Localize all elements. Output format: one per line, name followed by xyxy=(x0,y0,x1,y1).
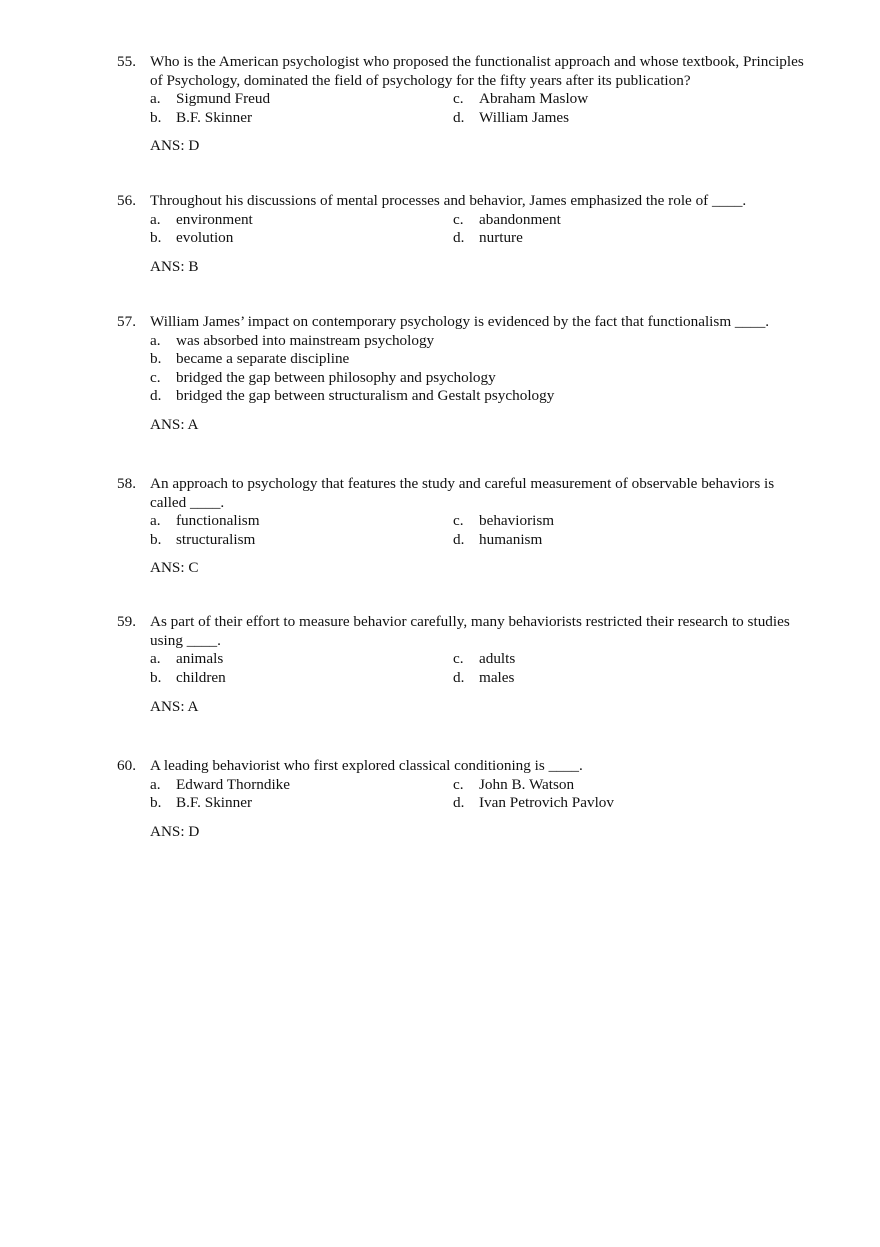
options-list xyxy=(150,512,807,549)
option-c: c. John B. Watson xyxy=(453,775,575,793)
option-a: a. Edward Thorndike xyxy=(150,775,291,793)
question-text: A leading behaviorist who first explored classical conditioning is ____. xyxy=(150,757,583,774)
option-text: bridged the gap between structuralism and Gestalt psychology xyxy=(176,387,555,404)
option-text: humanism xyxy=(479,530,543,548)
question-text: As part of their effort to measure behavior carefully, many behaviorists restricted their research to studies using ____. xyxy=(150,613,790,649)
option-text: animals xyxy=(176,650,224,667)
question-59 xyxy=(117,613,807,715)
answer-key: ANS: C xyxy=(150,559,199,576)
option-text: John B. Watson xyxy=(479,775,575,793)
answer-key: ANS: B xyxy=(150,258,199,275)
option-a: a. was absorbed into mainstream psychology xyxy=(150,331,435,349)
option-text: functionalism xyxy=(176,512,260,529)
option-text: Sigmund Freud xyxy=(176,90,271,107)
option-b: b. evolution xyxy=(150,229,234,246)
question-58 xyxy=(117,475,807,576)
question-text: Throughout his discussions of mental processes and behavior, James emphasized the role of ____. xyxy=(150,192,747,209)
option-c: c. behaviorism xyxy=(453,512,555,529)
option-text: adults xyxy=(479,650,516,667)
option-b: b. children xyxy=(150,668,226,686)
option-text: bridged the gap between philosophy and psychology xyxy=(176,368,496,386)
option-text: Abraham Maslow xyxy=(479,90,589,107)
option-text: children xyxy=(176,668,226,686)
question-57 xyxy=(117,313,807,433)
options-list xyxy=(150,332,807,406)
question-stem xyxy=(117,757,807,776)
question-number: 58. xyxy=(117,475,136,492)
options-list xyxy=(150,211,807,248)
question-stem xyxy=(117,313,807,332)
option-d: d. Ivan Petrovich Pavlov xyxy=(453,794,614,811)
option-text: became a separate discipline xyxy=(176,350,350,367)
option-c: c. Abraham Maslow xyxy=(453,90,589,107)
question-stem xyxy=(117,53,807,90)
question-number: 60. xyxy=(117,757,136,774)
question-number: 55. xyxy=(117,53,136,70)
option-b: b. B.F. Skinner xyxy=(150,108,252,126)
question-60 xyxy=(117,757,807,840)
answer-key: ANS: A xyxy=(150,698,199,715)
option-d: d. males xyxy=(453,668,515,686)
option-d: d. nurture xyxy=(453,229,523,246)
question-number: 59. xyxy=(117,613,136,630)
option-text: Edward Thorndike xyxy=(176,775,291,793)
options-list xyxy=(150,90,807,127)
option-b: b. became a separate discipline xyxy=(150,350,350,367)
option-a: a. functionalism xyxy=(150,512,260,529)
option-b: b. structuralism xyxy=(150,530,256,548)
answer-key: ANS: D xyxy=(150,137,200,154)
question-55 xyxy=(117,53,807,154)
option-text: was absorbed into mainstream psychology xyxy=(176,331,435,349)
option-a: a. environment xyxy=(150,210,253,228)
question-number: 57. xyxy=(117,313,136,330)
option-a: a. Sigmund Freud xyxy=(150,90,271,107)
option-d: d. humanism xyxy=(453,530,543,548)
option-b: b. B.F. Skinner xyxy=(150,794,252,811)
question-stem xyxy=(117,475,807,512)
answer-key: ANS: D xyxy=(150,823,200,840)
question-text: An approach to psychology that features the study and careful measurement of observable behaviors is called ____. xyxy=(150,475,775,511)
option-text: abandonment xyxy=(479,210,561,228)
option-text: behaviorism xyxy=(479,512,555,529)
option-text: evolution xyxy=(176,229,234,246)
options-list xyxy=(150,650,807,687)
option-text: Ivan Petrovich Pavlov xyxy=(479,794,614,811)
options-list xyxy=(150,776,807,813)
question-56 xyxy=(117,192,807,275)
option-text: B.F. Skinner xyxy=(176,108,252,126)
option-d: d. bridged the gap between structuralism and Gestalt psychology xyxy=(150,387,555,404)
question-number: 56. xyxy=(117,192,136,209)
option-a: a. animals xyxy=(150,650,224,667)
option-c: c. adults xyxy=(453,650,516,667)
answer-key: ANS: A xyxy=(150,416,199,433)
option-text: B.F. Skinner xyxy=(176,794,252,811)
option-text: structuralism xyxy=(176,530,256,548)
option-d: d. William James xyxy=(453,108,570,126)
option-text: nurture xyxy=(479,229,523,246)
option-text: William James xyxy=(479,108,570,126)
question-stem xyxy=(117,613,807,650)
question-stem xyxy=(117,192,807,211)
option-text: environment xyxy=(176,210,253,228)
question-text: Who is the American psychologist who proposed the functionalist approach and whose textbook, Principles of Psychology, dominated the field of psychology for the fifty years after its publication? xyxy=(150,53,804,89)
option-c: c. bridged the gap between philosophy and psychology xyxy=(150,368,496,386)
option-text: males xyxy=(479,668,515,686)
question-text: William James’ impact on contemporary psychology is evidenced by the fact that functionalism ____. xyxy=(150,313,770,330)
option-c: c. abandonment xyxy=(453,210,561,228)
